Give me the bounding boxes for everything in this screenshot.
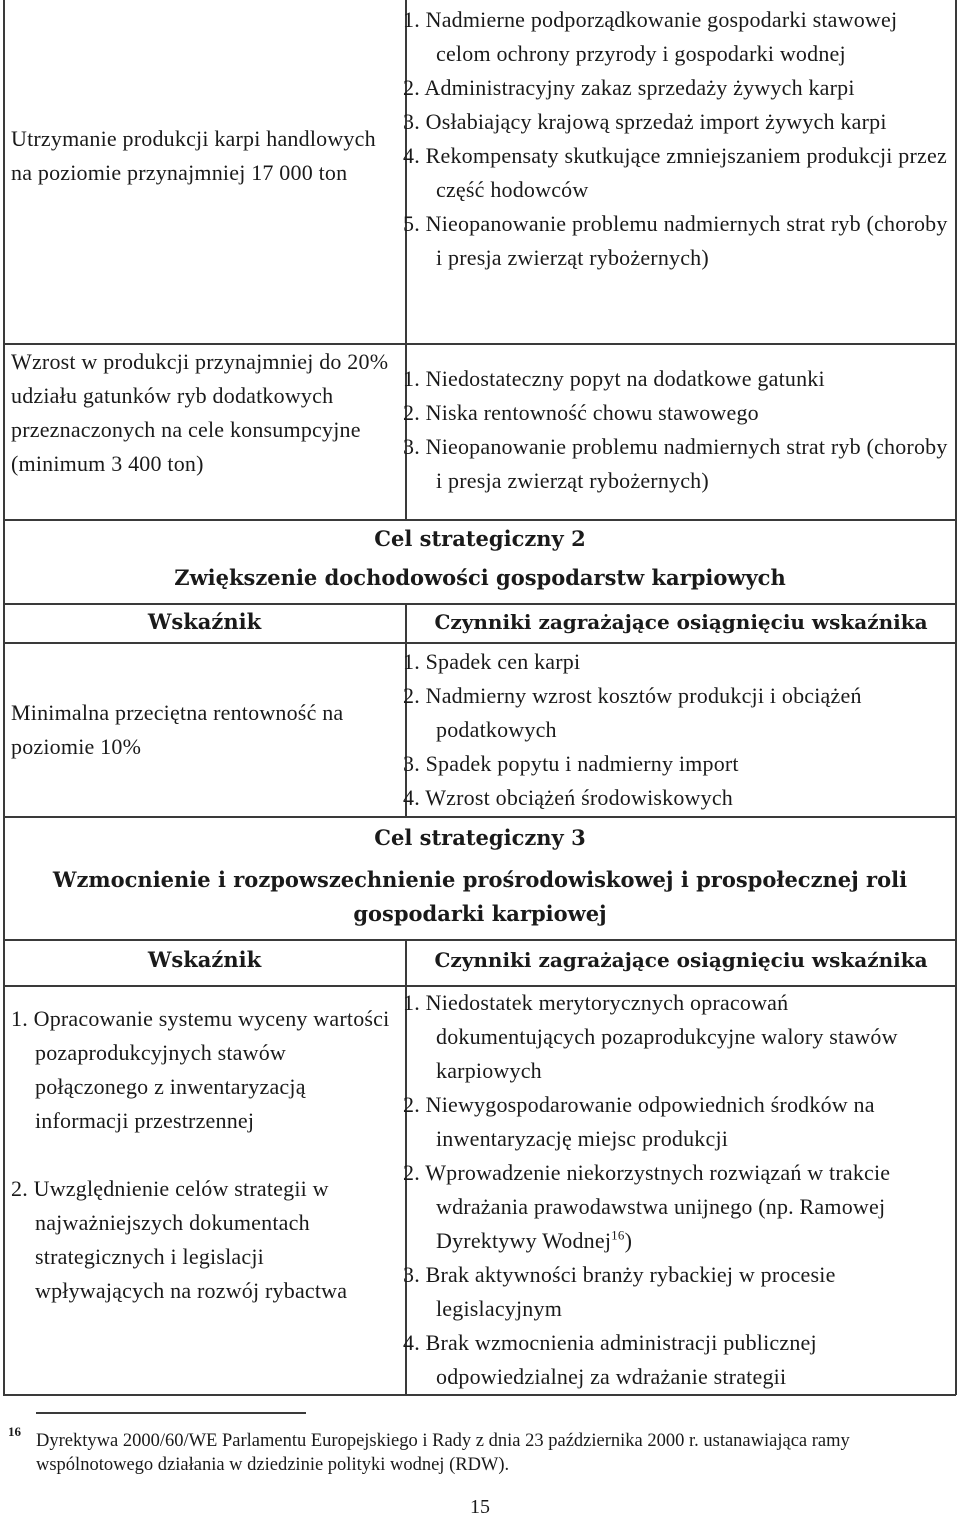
goal-3-indicator-header: Wskaźnik <box>147 947 262 972</box>
threat-item: 1. Niedostatek merytorycznych opracowań dokumentujących pozaprodukcyjne walory stawów karpiowych <box>403 990 898 1083</box>
footnote-text: Dyrektywa 2000/60/WE Parlamentu Europejskiego i Rady z dnia 23 października 2000 r. ustanawiająca ramy wspólnotowego działania w dziedzinie polityki wodnej (RDW). <box>36 1431 850 1475</box>
table-left-border <box>3 0 5 1395</box>
threat-text: 2. Wprowadzenie niekorzystnych rozwiązań w trakcie wdrażania prawodawstwa unijnego (np. Ramowej Dyrektywy Wodnej <box>403 1160 891 1253</box>
threat-item: 2. Nadmierny wzrost kosztów produkcji i obciążeń podatkowych <box>403 683 862 742</box>
threat-item: 3. Brak aktywności branży rybackiej w procesie legislacyjnym <box>403 1262 836 1321</box>
threat-item: 4. Rekompensaty skutkujące zmniejszaniem produkcji przez część hodowców <box>403 143 947 202</box>
threat-item: 2. Niska rentowność chowu stawowego <box>403 400 759 425</box>
threat-item: 4. Brak wzmocnienia administracji publicznej odpowiedzialnej za wdrażanie strategii <box>403 1330 817 1389</box>
threats-cell-1 <box>403 3 953 275</box>
threat-item <box>403 1156 953 1258</box>
goal-3-title: Wzmocnienie i rozpowszechnienie prośrodowiskowej i prospołecznej roli gospodarki karpiowej <box>52 867 908 926</box>
row-divider-2 <box>3 519 956 521</box>
goal-2-indicator-header: Wskaźnik <box>147 609 262 634</box>
threat-item: 1. Spadek cen karpi <box>403 649 581 674</box>
footnote-number: 16 <box>8 1424 21 1439</box>
threat-item: 1. Nadmierne podporządkowanie gospodarki stawowej celom ochrony przyrody i gospodarki wodnej <box>403 7 898 66</box>
indicator-cell-1 <box>11 122 391 190</box>
threat-item: 3. Osłabiający krajową sprzedaż import żywych karpi <box>403 109 887 134</box>
row-divider-3 <box>3 603 956 605</box>
indicator-item: 2. Uwzględnienie celów strategii w najważniejszych dokumentach strategicznych i legislacji wpływających na rozwój rybactwa <box>11 1176 348 1303</box>
goal-3-threats-cell <box>403 986 953 1394</box>
indicator-text: Minimalna przeciętna rentowność na poziomie 10% <box>11 700 344 759</box>
closing-paren: ) <box>624 1228 633 1253</box>
footnote-separator <box>36 1412 306 1414</box>
indicator-text: Utrzymanie produkcji karpi handlowych na poziomie przynajmniej 17 000 ton <box>11 126 376 185</box>
row-divider-4 <box>3 642 956 644</box>
table-right-border <box>955 0 957 1395</box>
row-divider-6 <box>3 939 956 941</box>
goal-3-label: Cel strategiczny 3 <box>374 825 586 850</box>
goal-2-threats-header: Czynniki zagrażające osiągnięciu wskaźnika <box>434 610 928 634</box>
threat-item: 4. Wzrost obciążeń środowiskowych <box>403 785 734 810</box>
goal-3-threats-header: Czynniki zagrażające osiągnięciu wskaźnika <box>434 948 928 972</box>
row-divider-5 <box>3 816 956 818</box>
goal-2-label: Cel strategiczny 2 <box>374 526 586 551</box>
threat-item: 2. Administracyjny zakaz sprzedaży żywych karpi <box>403 75 855 100</box>
indicator-item: 1. Opracowanie systemu wyceny wartości pozaprodukcyjnych stawów połączonego z inwentaryzacją informacji przestrzennej <box>11 1006 390 1133</box>
threats-cell-2 <box>403 362 953 498</box>
table-bottom-border <box>3 1394 956 1396</box>
page-number: 15 <box>470 1496 490 1518</box>
footnote-reference[interactable]: 16 <box>611 1227 625 1243</box>
threat-item: 3. Spadek popytu i nadmierny import <box>403 751 739 776</box>
goal-3-indicators-cell <box>11 1002 391 1308</box>
threat-item: 1. Niedostateczny popyt na dodatkowe gatunki <box>403 366 825 391</box>
threat-item: 2. Niewygospodarowanie odpowiednich środków na inwentaryzację miejsc produkcji <box>403 1092 875 1151</box>
threat-item: 5. Nieopanowanie problemu nadmiernych strat ryb (choroby i presja zwierząt rybożernych) <box>403 211 948 270</box>
goal-2-title: Zwiększenie dochodowości gospodarstw karpiowych <box>174 565 786 590</box>
goal-2-indicator-cell <box>11 696 391 764</box>
indicator-text: Wzrost w produkcji przynajmniej do 20% udziału gatunków ryb dodatkowych przeznaczonych na cele konsumpcyjne (minimum 3 400 ton) <box>11 349 389 476</box>
goal-2-threats-cell <box>403 645 953 815</box>
indicator-cell-2 <box>11 345 391 481</box>
threat-item: 3. Nieopanowanie problemu nadmiernych strat ryb (choroby i presja zwierząt rybożernych) <box>403 434 948 493</box>
